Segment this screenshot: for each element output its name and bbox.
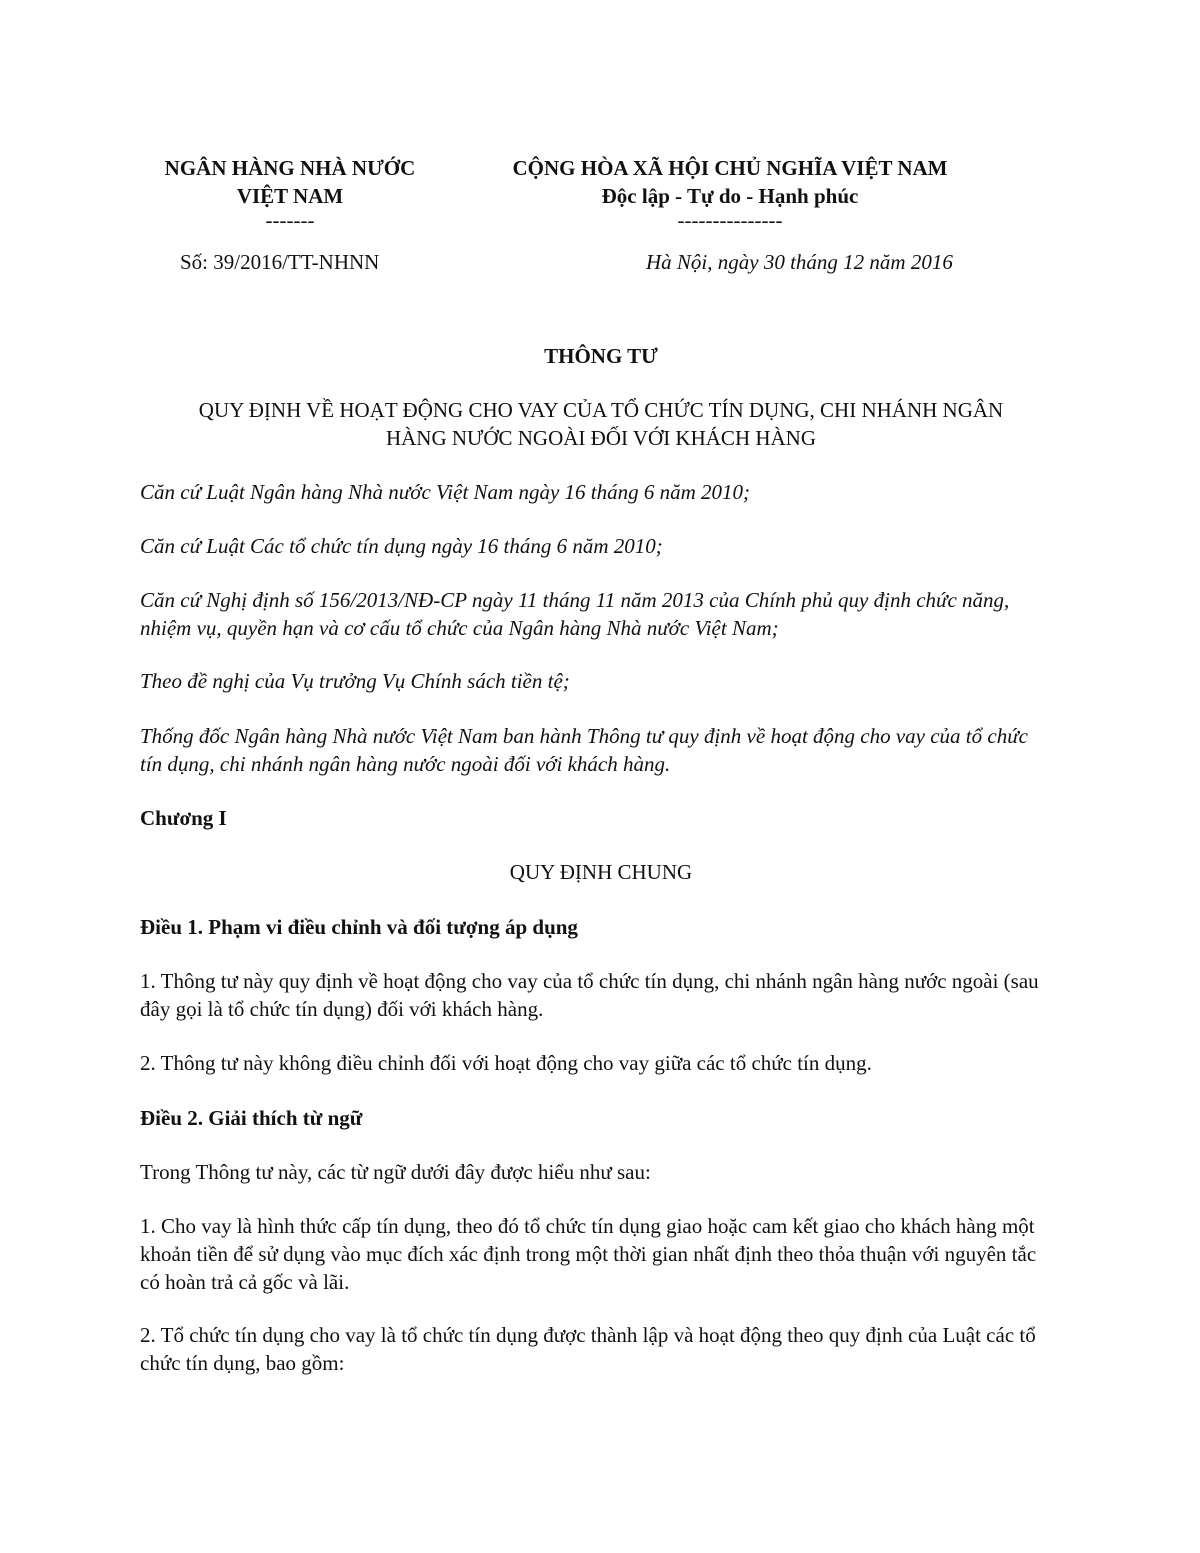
nation-motto: Độc lập - Tự do - Hạnh phúc <box>601 184 859 208</box>
issuer-block <box>140 154 440 230</box>
nation-divider: --------------- <box>677 208 783 232</box>
issuer-name-line2: VIỆT NAM <box>236 184 344 208</box>
article-1-heading: Điều 1. Phạm vi điều chỉnh và đối tượng áp dụng <box>140 915 578 939</box>
article-2-clause-2: 2. Tổ chức tín dụng cho vay là tổ chức tín dụng được thành lập và hoạt động theo quy định của Luật các tổ chức tín dụng, bao gồm: <box>140 1323 1036 1375</box>
article-2-heading: Điều 2. Giải thích từ ngữ <box>140 1106 363 1130</box>
issuer-divider: ------- <box>265 208 315 232</box>
preamble-basis-2: Căn cứ Luật Các tổ chức tín dụng ngày 16 tháng 6 năm 2010; <box>140 534 663 558</box>
subject-line-1: QUY ĐỊNH VỀ HOẠT ĐỘNG CHO VAY CỦA TỔ CHỨC TÍN DỤNG, CHI NHÁNH NGÂN <box>198 398 1004 422</box>
document-subject <box>140 396 1062 452</box>
article-2-clause-1: 1. Cho vay là hình thức cấp tín dụng, theo đó tổ chức tín dụng giao hoặc cam kết giao cho khách hàng một khoản tiền để sử dụng vào mục đích xác định trong một thời gian nhất định theo thỏa thuận với nguyên tắc có hoàn trả cả gốc và lãi. <box>140 1214 1037 1294</box>
preamble-basis-3: Căn cứ Nghị định số 156/2013/NĐ-CP ngày 11 tháng 11 năm 2013 của Chính phủ quy định chức năng, nhiệm vụ, quyền hạn và cơ cấu tổ chức của Ngân hàng Nhà nước Việt Nam; <box>140 588 1010 640</box>
chapter-label: Chương I <box>140 806 227 830</box>
preamble-proposal: Theo đề nghị của Vụ trưởng Vụ Chính sách tiền tệ; <box>140 669 570 693</box>
issuer-name-line1: NGÂN HÀNG NHÀ NƯỚC <box>164 156 416 180</box>
preamble-basis-1: Căn cứ Luật Ngân hàng Nhà nước Việt Nam ngày 16 tháng 6 năm 2010; <box>140 480 751 504</box>
article-1-clause-2: 2. Thông tư này không điều chỉnh đối với hoạt động cho vay giữa các tổ chức tín dụng. <box>140 1051 872 1075</box>
preamble-promulgation: Thống đốc Ngân hàng Nhà nước Việt Nam ban hành Thông tư quy định về hoạt động cho vay của tổ chức tín dụng, chi nhánh ngân hàng nước ngoài đối với khách hàng. <box>140 724 1028 776</box>
document-type: THÔNG TƯ <box>544 344 658 368</box>
national-motto-block <box>470 154 990 230</box>
place-date: Hà Nội, ngày 30 tháng 12 năm 2016 <box>646 250 953 274</box>
document-number: Số: 39/2016/TT-NHNN <box>180 250 380 274</box>
subject-line-2: HÀNG NƯỚC NGOÀI ĐỐI VỚI KHÁCH HÀNG <box>385 426 817 450</box>
article-1-clause-1: 1. Thông tư này quy định về hoạt động cho vay của tổ chức tín dụng, chi nhánh ngân hàng nước ngoài (sau đây gọi là tổ chức tín dụng) đối với khách hàng. <box>140 969 1039 1021</box>
chapter-title: QUY ĐỊNH CHUNG <box>509 860 693 884</box>
nation-name: CỘNG HÒA XÃ HỘI CHỦ NGHĨA VIỆT NAM <box>512 156 948 180</box>
article-2-intro: Trong Thông tư này, các từ ngữ dưới đây được hiểu như sau: <box>140 1160 651 1184</box>
